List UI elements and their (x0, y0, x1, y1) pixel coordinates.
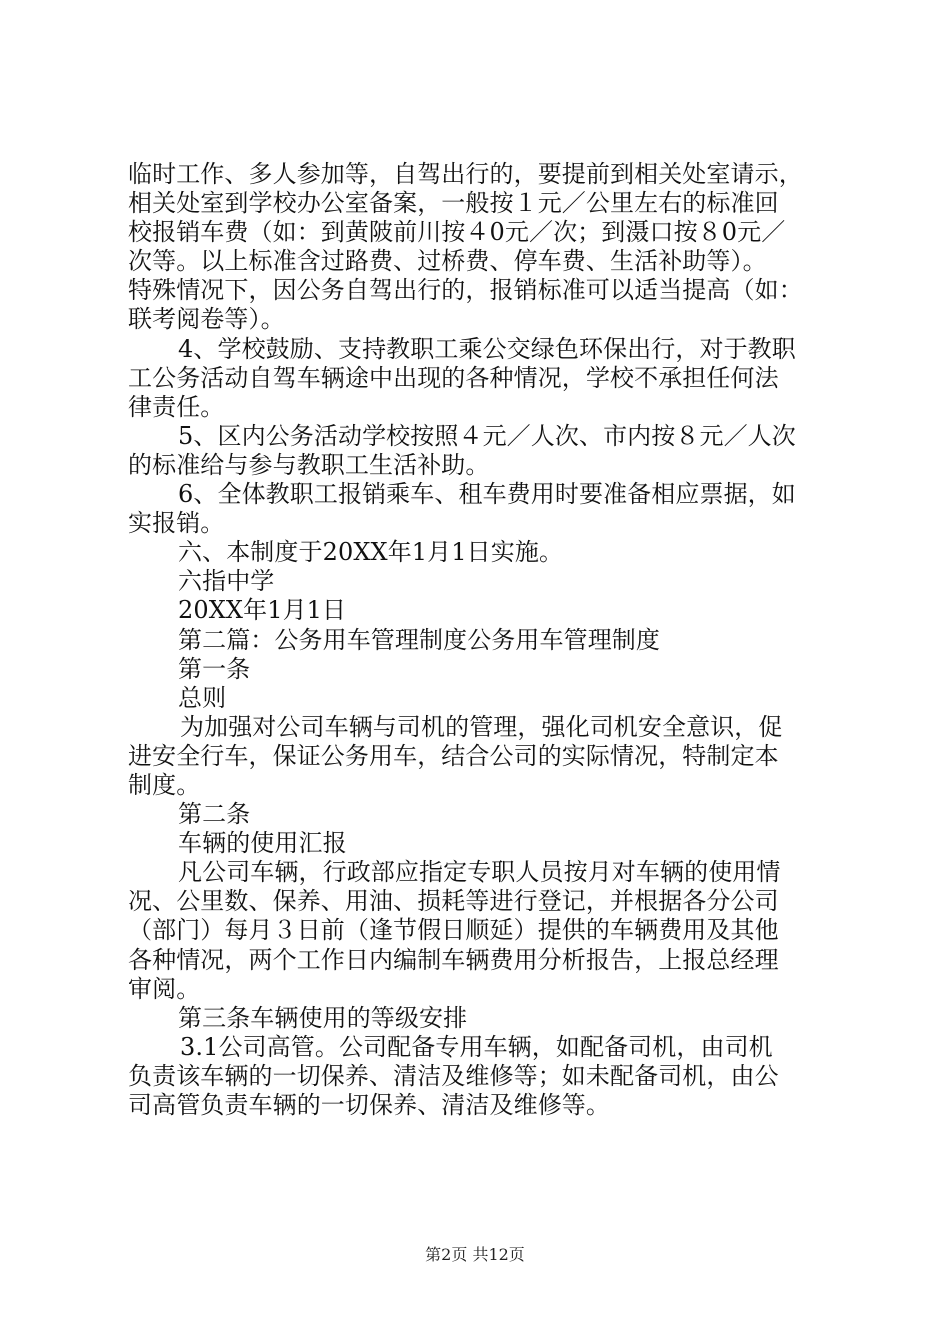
text-line: 六指中学 (178, 567, 275, 596)
text-line: 制度。 (128, 770, 201, 799)
text-line: 3.1公司高管。公司配备专用车辆，如配备司机，由司机 (180, 1032, 773, 1061)
text-line: 联考阅卷等）。 (128, 305, 285, 334)
text-line: 进安全行车，保证公务用车，结合公司的实际情况，特制定本 (128, 741, 779, 770)
text-line: 校报销车费（如：到黄陂前川按４0元／次；到滠口按８0元／ (128, 218, 786, 247)
text-line: 次等。以上标准含过路费、过桥费、停车费、生活补助等）。 (128, 247, 767, 276)
text-line: 4、学校鼓励、支持教职工乘公交绿色环保出行，对于教职 (178, 334, 796, 363)
article-number: 第一条 (178, 654, 251, 683)
text-line: 凡公司车辆，行政部应指定专职人员按月对车辆的使用情 (178, 858, 781, 887)
text-line: 相关处室到学校办公室备案，一般按１元／公里左右的标准回 (128, 189, 779, 218)
text-line: 实报销。 (128, 509, 225, 538)
text-line: 为加强对公司车辆与司机的管理，强化司机安全意识，促 (180, 712, 783, 741)
document-body (128, 160, 838, 1120)
text-line: 六、本制度于20XX年1月1日实施。 (178, 538, 564, 567)
text-line: 的标准给与参与教职工生活补助。 (128, 450, 490, 479)
text-line: 临时工作、多人参加等，自驾出行的，要提前到相关处室请示， (128, 160, 803, 188)
text-line: 6、全体教职工报销乘车、租车费用时要准备相应票据，如 (178, 480, 796, 509)
article-title: 车辆的使用汇报 (178, 829, 347, 858)
text-line: 司高管负责车辆的一切保养、清洁及维修等。 (128, 1091, 610, 1119)
text-line: 特殊情况下，因公务自驾出行的，报销标准可以适当提高（如： (128, 276, 803, 305)
article-number: 第二条 (178, 800, 251, 829)
text-line: 5、区内公务活动学校按照４元／人次、市内按８元／人次 (178, 421, 796, 450)
article-title: 总则 (178, 683, 227, 712)
text-line: 负责该车辆的一切保养、清洁及维修等；如未配备司机，由公 (128, 1061, 779, 1090)
text-line: 各种情况，两个工作日内编制车辆费用分析报告，上报总经理 (128, 945, 779, 974)
text-line: 20XX年1月1日 (178, 596, 347, 625)
article-title: 第三条车辆使用的等级安排 (178, 1003, 468, 1032)
section-heading: 第二篇：公务用车管理制度公务用车管理制度 (178, 625, 660, 654)
text-line: （部门）每月３日前（逢节假日顺延）提供的车辆费用及其他 (128, 916, 779, 945)
text-line: 审阅。 (128, 974, 201, 1003)
page-number-footer: 第2页 共12页 (425, 1245, 525, 1264)
text-line: 律责任。 (128, 392, 225, 421)
text-line: 况、公里数、保养、用油、损耗等进行登记，并根据各分公司 (128, 887, 779, 916)
text-line: 工公务活动自驾车辆途中出现的各种情况，学校不承担任何法 (128, 363, 779, 392)
